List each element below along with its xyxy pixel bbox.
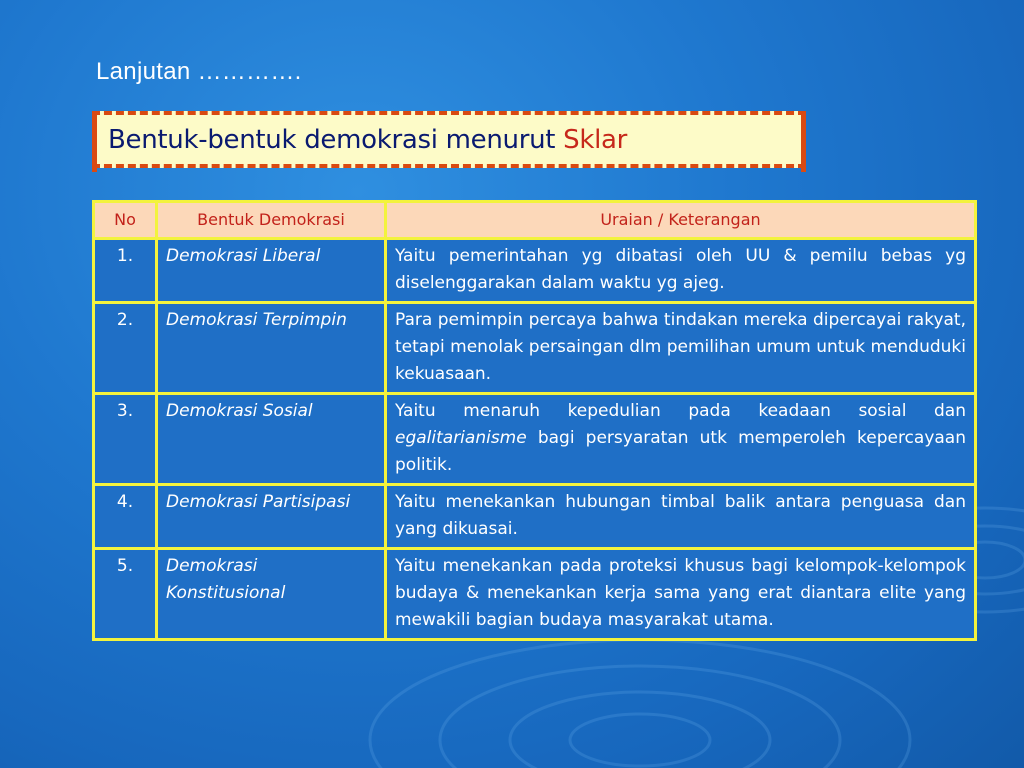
table-row bbox=[94, 549, 976, 640]
column-header-no: No bbox=[94, 202, 157, 239]
page-title-main: Bentuk-bentuk demokrasi menurut bbox=[108, 125, 564, 155]
page-title-accent: Sklar bbox=[563, 125, 628, 155]
table-row bbox=[94, 239, 976, 303]
democracy-form-description: Yaitu menekankan hubungan timbal balik antara penguasa dan yang dikuasai. bbox=[386, 485, 976, 549]
subtitle-continuation: Lanjutan …………. bbox=[96, 58, 302, 85]
row-number: 1. bbox=[94, 239, 157, 303]
row-number: 3. bbox=[94, 394, 157, 485]
table-row bbox=[94, 485, 976, 549]
table-row bbox=[94, 303, 976, 394]
democracy-form-name: Demokrasi Sosial bbox=[157, 394, 386, 485]
row-number: 5. bbox=[94, 549, 157, 640]
democracy-form-name: Demokrasi Liberal bbox=[157, 239, 386, 303]
description-italic-term: egalitarianisme bbox=[395, 428, 527, 448]
column-header-uraian: Uraian / Keterangan bbox=[386, 202, 976, 239]
democracy-form-name: Demokrasi Terpimpin bbox=[157, 303, 386, 394]
row-number: 4. bbox=[94, 485, 157, 549]
democracy-form-description: Yaitu menekankan pada proteksi khusus bagi kelompok-kelompok budaya & menekankan kerja sama yang erat diantara elite yang mewakili bagian budaya masyarakat utama. bbox=[386, 549, 976, 640]
democracy-form-name: Demokrasi Konstitusional bbox=[157, 549, 386, 640]
title-banner-left-bar bbox=[92, 111, 97, 172]
democracy-form-description: Para pemimpin percaya bahwa tindakan mereka dipercayai rakyat, tetapi menolak persaingan dlm pemilihan umum untuk menduduki kekuasaan. bbox=[386, 303, 976, 394]
democracy-forms-table bbox=[92, 200, 977, 641]
table-row bbox=[94, 394, 976, 485]
table-header-row bbox=[94, 202, 976, 239]
democracy-form-description bbox=[386, 394, 976, 485]
column-header-bentuk-demokrasi: Bentuk Demokrasi bbox=[157, 202, 386, 239]
title-banner bbox=[92, 111, 806, 168]
row-number: 2. bbox=[94, 303, 157, 394]
page-title bbox=[108, 125, 627, 155]
democracy-form-description: Yaitu pemerintahan yg dibatasi oleh UU & pemilu bebas yg diselenggarakan dalam waktu yg ajeg. bbox=[386, 239, 976, 303]
description-text-before: Yaitu menaruh kepedulian pada keadaan sosial dan bbox=[395, 401, 966, 421]
democracy-form-name: Demokrasi Partisipasi bbox=[157, 485, 386, 549]
title-banner-right-bar bbox=[801, 111, 806, 172]
description-text-after: bagi persyaratan utk memperoleh kepercayaan politik. bbox=[395, 428, 966, 475]
